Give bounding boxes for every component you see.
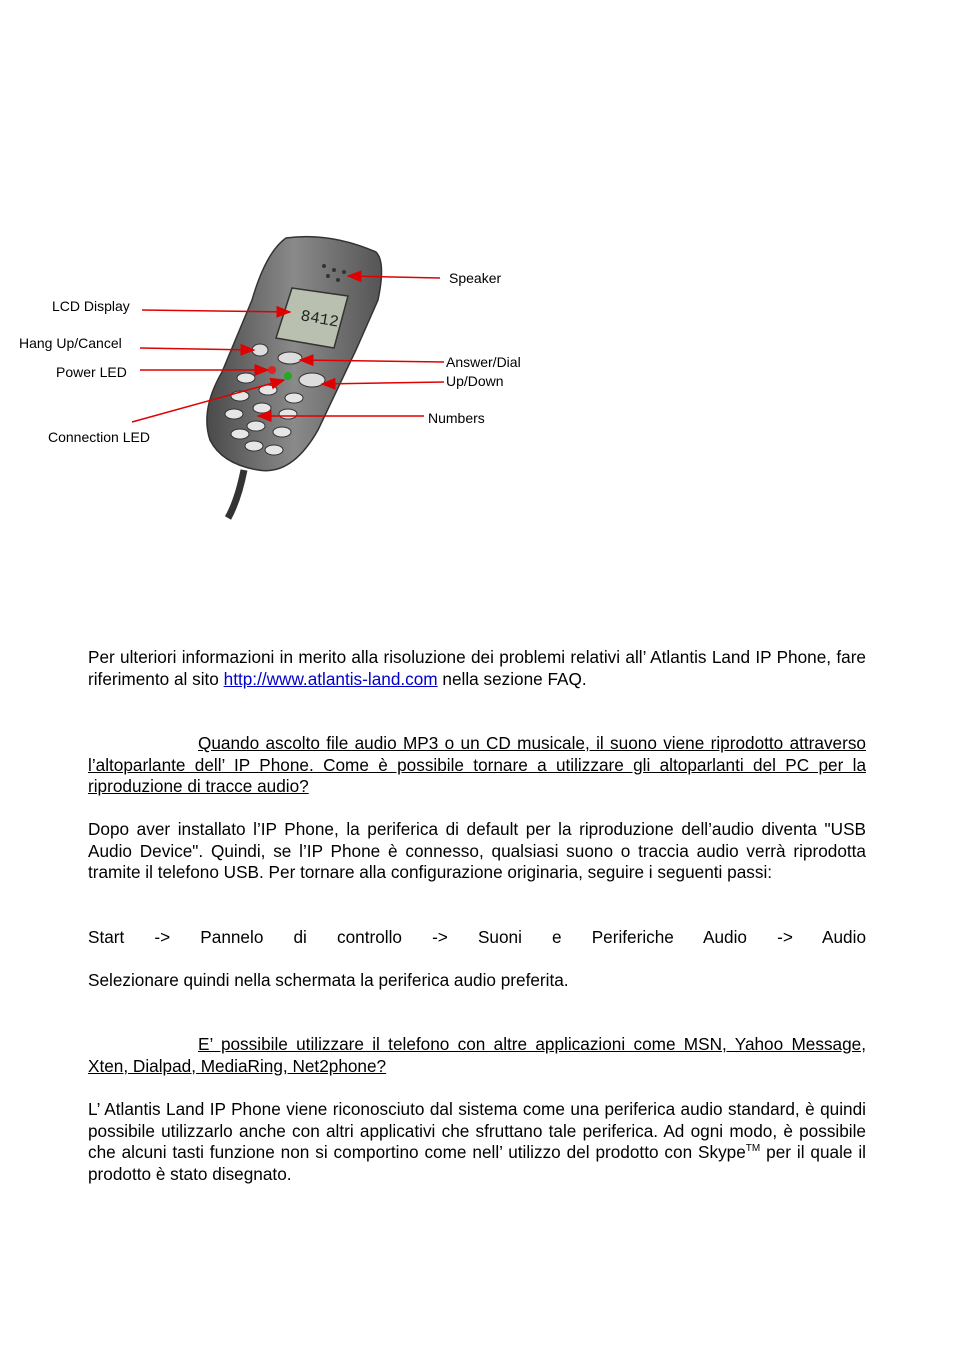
faq2-answer-end: per il quale il prodotto è stato disegnato. [88,1142,866,1184]
connection-led [284,372,292,380]
faq1-question-text: Quando ascolto file audio MP3 o un CD musicale, il suono viene riprodotto attraverso l’altoparlante dell’ IP Phone. Come è possibile tornare a utilizzare gli altoparlanti del PC per la riproduzione di tracce audio? [88,733,866,797]
label-hang-up-cancel: Hang Up/Cancel [19,335,122,351]
power-led [268,366,276,374]
trademark-sup: TM [745,1143,761,1155]
faq2-answer-text: L’ Atlantis Land IP Phone viene riconosciuto dal sistema come una periferica audio standard, è quindi possibile utilizzarlo anche con altri applicativi che sfruttano tale periferica. Ad ogni modo, è possibile che alcuni tasti funzione non si comportino come nell’ utilizzo del prodotto con Skype [88,1099,866,1163]
label-numbers: Numbers [428,410,485,426]
intro-paragraph [88,647,866,690]
faq2-question-text: E’ possibile utilizzare il telefono con altre applicazioni come MSN, Yahoo Message, Xten, Dialpad, MediaRing, Net2phone? [88,1034,866,1076]
faq1-select-text: Selezionare quindi nella schermata la periferica audio preferita. [88,970,569,990]
ok-key [278,352,302,364]
label-speaker: Speaker [449,270,502,286]
cable [228,470,244,518]
hangup-key [252,344,268,356]
label-up-down: Up/Down [446,373,504,389]
label-connection-led: Connection LED [48,429,150,445]
svg-text:8412: 8412 [299,307,341,332]
faq2-answer [88,1099,866,1185]
faq1-answer: Dopo aver installato l’IP Phone, la periferica di default per la riproduzione dell’audio diventa "USB Audio Device". Quindi, se l’IP Phone è connesso, qualsiasi suono o traccia audio verrà riprodotta tramite il telefono USB. Per tornare alla configurazione originaria, seguire i seguenti passi: [88,819,866,883]
atlantis-link[interactable]: http://www.atlantis-land.com [223,668,438,689]
intro-text: Per ulteriori informazioni in merito alla risoluzione dei problemi relativi all’ Atlantis Land IP Phone, fare riferimento al sito [88,647,866,689]
phone-figure [0,0,954,540]
faq1-question [88,733,866,798]
audio-settings-path: Start -> Pannelo di controllo -> Suoni e Periferiche Audio -> Audio [88,927,866,947]
label-power-led: Power LED [56,364,127,380]
intro-text-end: nella sezione FAQ. [437,668,587,689]
updown-key [299,373,325,387]
faq2-question [88,1034,866,1077]
label-lcd-display: LCD Display [52,298,130,314]
label-answer-dial: Answer/Dial [446,354,521,370]
